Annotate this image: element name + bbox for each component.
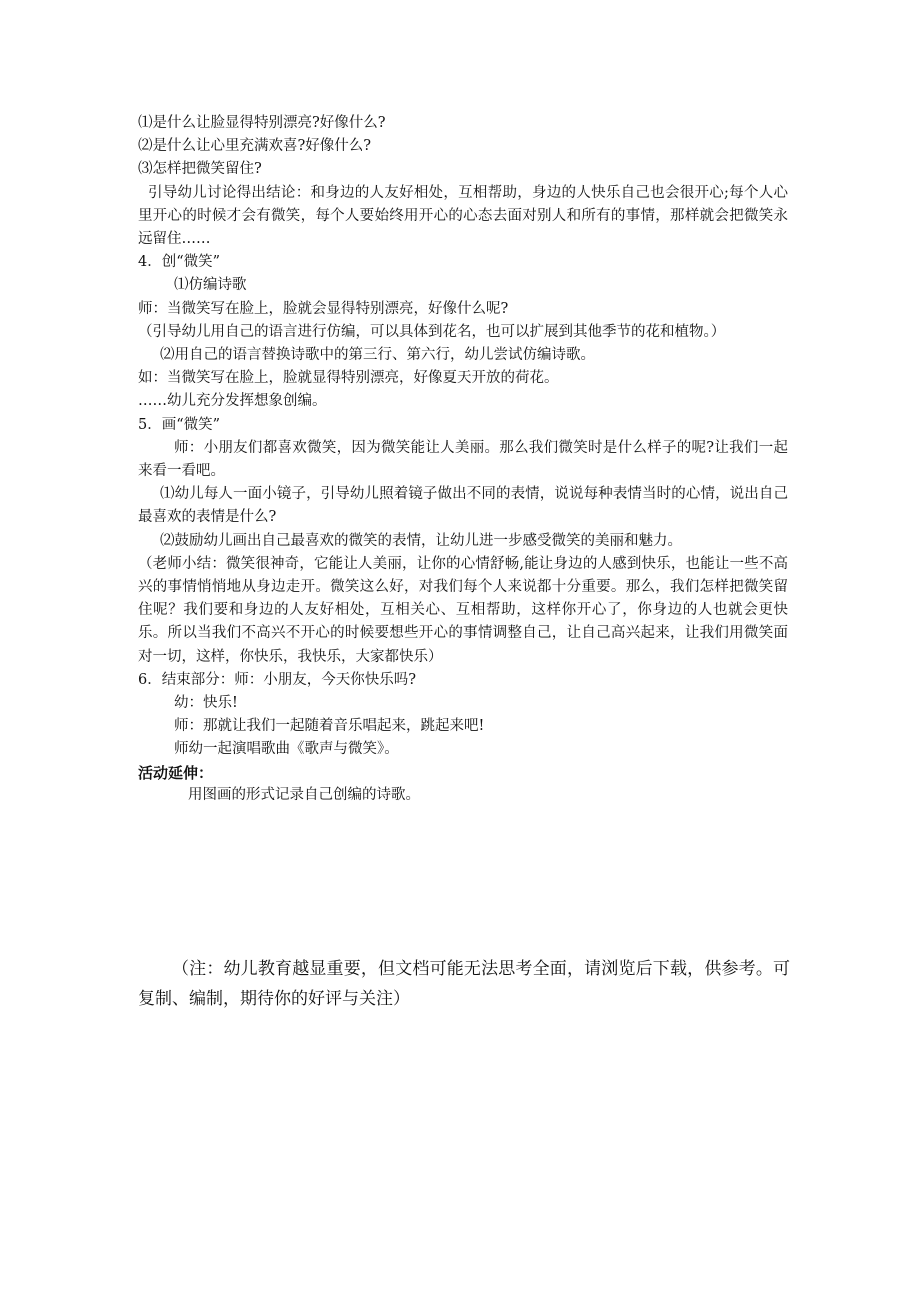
footer-note: （注：幼儿教育越显重要，但文档可能无法思考全面，请浏览后下载，供参考。可复制、编制，期待你的好评与关注） [138,959,790,1009]
imagination-line: ……幼儿充分发挥想象创编。 [138,393,327,410]
step-4-title: 4．创“微笑” [138,254,221,271]
teacher-closing: 师：那就让我们一起随着音乐唱起来，跳起来吧! [174,718,485,735]
teacher-intro: 师：小朋友们都喜欢微笑，因为微笑能让人美丽。那么我们微笑时是什么样子的呢?让我们一起来看一看吧。 [138,439,788,480]
step-5-item-1: ⑴幼儿每人一面小镜子，引导幼儿照着镜子做出不同的表情，说说每种表情当时的心情，说出自己最喜欢的表情是什么? [138,486,788,526]
step-4-item-2: ⑵用自己的语言替换诗歌中的第三行、第六行，幼儿尝试仿编诗歌。 [160,347,595,364]
document-body [138,112,788,807]
step-5-item-2: ⑵鼓励幼儿画出自己最喜欢的微笑的表情，让幼儿进一步感受微笑的美丽和魅力。 [160,532,682,549]
question-2: ⑵是什么让心里充满欢喜?好像什么? [138,138,372,155]
child-reply: 幼：快乐! [174,695,238,712]
discussion-conclusion: 引导幼儿讨论得出结论：和身边的人友好相处，互相帮助，身边的人快乐自己也会很开心;每个人心里开心的时候才会有微笑，每个人要始终用开心的心态去面对别人和所有的事情，那样就会把微笑永远留住…… [138,184,788,248]
guidance-note: （引导幼儿用自己的语言进行仿编，可以具体到花名，也可以扩展到其他季节的花和植物。） [138,323,726,340]
example-line: 如：当微笑写在脸上，脸就显得特别漂亮，好像夏天开放的荷花。 [138,370,559,387]
question-3: ⑶怎样把微笑留住? [138,161,262,178]
section-heading-extension: 活动延伸： [138,763,214,782]
step-5-title: 5．画“微笑” [138,416,221,433]
step-4-item-1: ⑴仿编诗歌 [174,277,247,294]
extension-activity: 用图画的形式记录自己创编的诗歌。 [188,786,420,803]
sing-together: 师幼一起演唱歌曲《歌声与微笑》。 [174,741,399,758]
step-6-title: 6．结束部分：师：小朋友，今天你快乐吗? [138,671,416,688]
teacher-summary: （老师小结：微笑很神奇，它能让人美丽，让你的心情舒畅,能让身边的人感到快乐，也能让一些不高兴的事情悄悄地从身边走开。微笑这么好，对我们每个人来说都十分重要。那么，我们怎样把微笑留住呢？我们要和身边的人友好相处，互相关心、互相帮助，这样你开心了，你身边的人也就会更快乐。所以当我们不高兴不开心的时候要想些开心的事情调整自己，让自己高兴起来，让我们用微笑面对一切，这样，你快乐，我快乐，大家都快乐） [138,555,788,665]
question-1: ⑴是什么让脸显得特别漂亮?好像什么? [138,115,386,131]
teacher-question: 师：当微笑写在脸上，脸就会显得特别漂亮，好像什么呢? [138,300,509,317]
